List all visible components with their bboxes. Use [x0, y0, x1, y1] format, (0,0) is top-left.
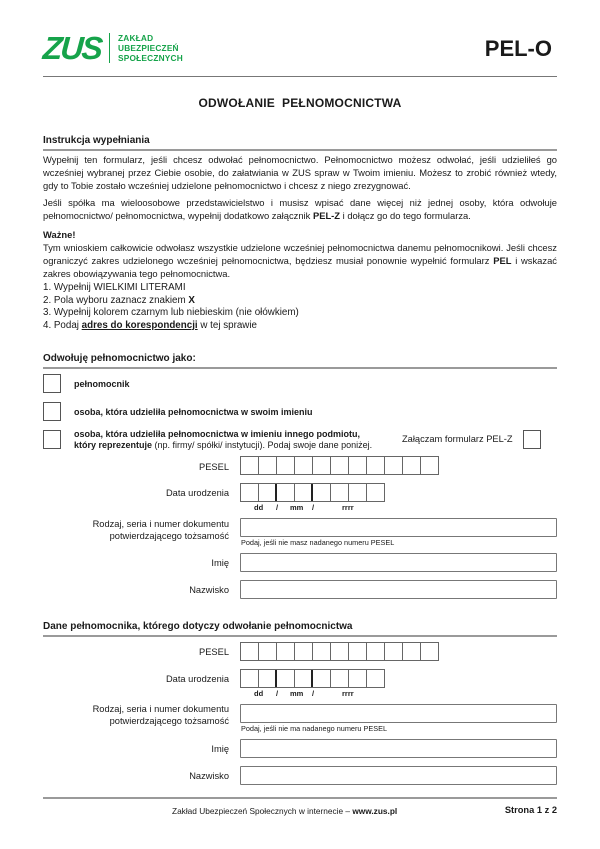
logo-line-2: UBEZPIECZEŃ [118, 43, 179, 53]
p1-first-name-input[interactable] [240, 553, 557, 572]
instruction-steps [43, 282, 557, 332]
option-grantor-self-label: osoba, która udzieliła pełnomocnictwa w swoim imieniu [74, 407, 313, 417]
p2-id-document-label: Rodzaj, seria i numer dokumentu potwierdzającego tożsamość [92, 704, 229, 726]
p1-last-name-input[interactable] [240, 580, 557, 599]
attach-pel-z-checkbox[interactable] [523, 430, 541, 449]
option-grantor-self-checkbox[interactable] [43, 402, 61, 421]
form-code: PEL-O [484, 36, 552, 61]
footer-text: Zakład Ubezpieczeń Społecznych w internecie – www.zus.pl [172, 806, 398, 816]
important-heading: Ważne! [43, 229, 76, 240]
p2-dob-format-hint: dd / mm / rrrr [254, 689, 354, 698]
p2-pesel-label: PESEL [199, 647, 229, 657]
p2-first-name-label: Imię [211, 744, 229, 754]
p1-dob-format-hint: dd / mm / rrrr [254, 503, 354, 512]
p2-id-document-hint: Podaj, jeśli nie ma nadanego numeru PESEL [241, 724, 388, 733]
revoke-as-heading: Odwołuję pełnomocnictwo jako: [43, 353, 557, 369]
instructions-heading: Instrukcja wypełniania [43, 135, 557, 151]
step-3: 3. Wypełnij kolorem czarnym lub niebieskim (nie ołówkiem) [43, 307, 299, 318]
step-4: 4. Podaj adres do korespondencji w tej sprawie [43, 319, 257, 331]
p1-id-document-label: Rodzaj, seria i numer dokumentu potwierdzającego tożsamość [92, 519, 229, 541]
zus-logo [41, 30, 183, 66]
logo-line-1: ZAKŁAD [118, 33, 154, 43]
option-grantor-entity-label: osoba, która udzieliła pełnomocnictwa w imieniu innego podmiotu, który reprezentuje (np. firmy/ spółki/ instytucji). Podaj swoje dane poniżej. [74, 429, 373, 450]
p1-first-name-label: Imię [211, 558, 229, 568]
instructions-paragraph-2: Jeśli spółka ma wieloosobowe przedstawicielstwo i musisz wpisać dane więcej niż jednej osoby, która odwołuje pełnomocnictwo/ pełnomocnictwa, wypełnij dodatkowo załącznik PEL-Z i dołącz go do tego formularza. [43, 197, 557, 221]
p1-id-document-input[interactable] [240, 518, 557, 537]
option-proxy-label: pełnomocnik [74, 379, 130, 389]
option-grantor-entity-checkbox[interactable] [43, 430, 61, 449]
page-number: Strona 1 z 2 [504, 805, 557, 815]
p1-id-document-hint: Podaj, jeśli nie masz nadanego numeru PESEL [241, 538, 395, 547]
p2-last-name-input[interactable] [240, 766, 557, 785]
proxy-data-heading: Dane pełnomocnika, którego dotyczy odwołanie pełnomocnictwa [43, 621, 557, 637]
logo-line-3: SPOŁECZNYCH [118, 53, 183, 63]
p2-dob-input[interactable] [240, 669, 385, 688]
p2-first-name-input[interactable] [240, 739, 557, 758]
p1-pesel-label: PESEL [199, 462, 229, 472]
p2-id-document-input[interactable] [240, 704, 557, 723]
zus-logo-mark: ZUS [41, 30, 103, 66]
footer-link[interactable]: www.zus.pl [352, 806, 398, 816]
logo-text [118, 33, 183, 63]
p2-dob-label: Data urodzenia [165, 674, 229, 684]
attach-pel-z-label: Załączam formularz PEL-Z [402, 434, 513, 444]
footer-divider [43, 797, 557, 799]
important-note: Ważne! Tym wnioskiem całkowicie odwołasz wszystkie udzielone wcześniej pełnomocnictwa danemu pełnomocnikowi. Jeśli chcesz ograniczyć zakres udzielonego wcześniej pełnomocnictwa, będziesz musiał ponownie wypełnić formularz PEL i wskazać zakres obowiązywania tego pełnomocnictwa. [43, 229, 557, 279]
p1-dob-input[interactable] [240, 483, 385, 502]
p1-dob-label: Data urodzenia [165, 488, 229, 498]
step-2: 2. Pola wyboru zaznacz znakiem X [43, 294, 195, 306]
p2-pesel-input[interactable] [240, 642, 439, 661]
document-title: ODWOŁANIE PEŁNOMOCNICTWA [198, 96, 402, 110]
instructions-paragraph-1: Wypełnij ten formularz, jeśli chcesz odwołać pełnomocnictwo. Pełnomocnictwo możesz odwołać, jeśli udzieliłeś go wcześniej wybranej przez Ciebie osobie, do załatwiania w ZUS spraw w Twoim imieniu. Możesz to zrobić również wtedy, gdy to Tobie zostało wcześniej udzielone pełnomocnictwo i chcesz z niego zrezygnować. [43, 154, 557, 191]
step-1: 1. Wypełnij WIELKIMI LITERAMI [43, 282, 186, 293]
logo-divider [109, 33, 110, 63]
p2-last-name-label: Nazwisko [189, 771, 229, 781]
option-proxy-checkbox[interactable] [43, 374, 61, 393]
header-divider [43, 76, 557, 77]
p1-last-name-label: Nazwisko [189, 585, 229, 595]
p1-pesel-input[interactable] [240, 456, 439, 475]
